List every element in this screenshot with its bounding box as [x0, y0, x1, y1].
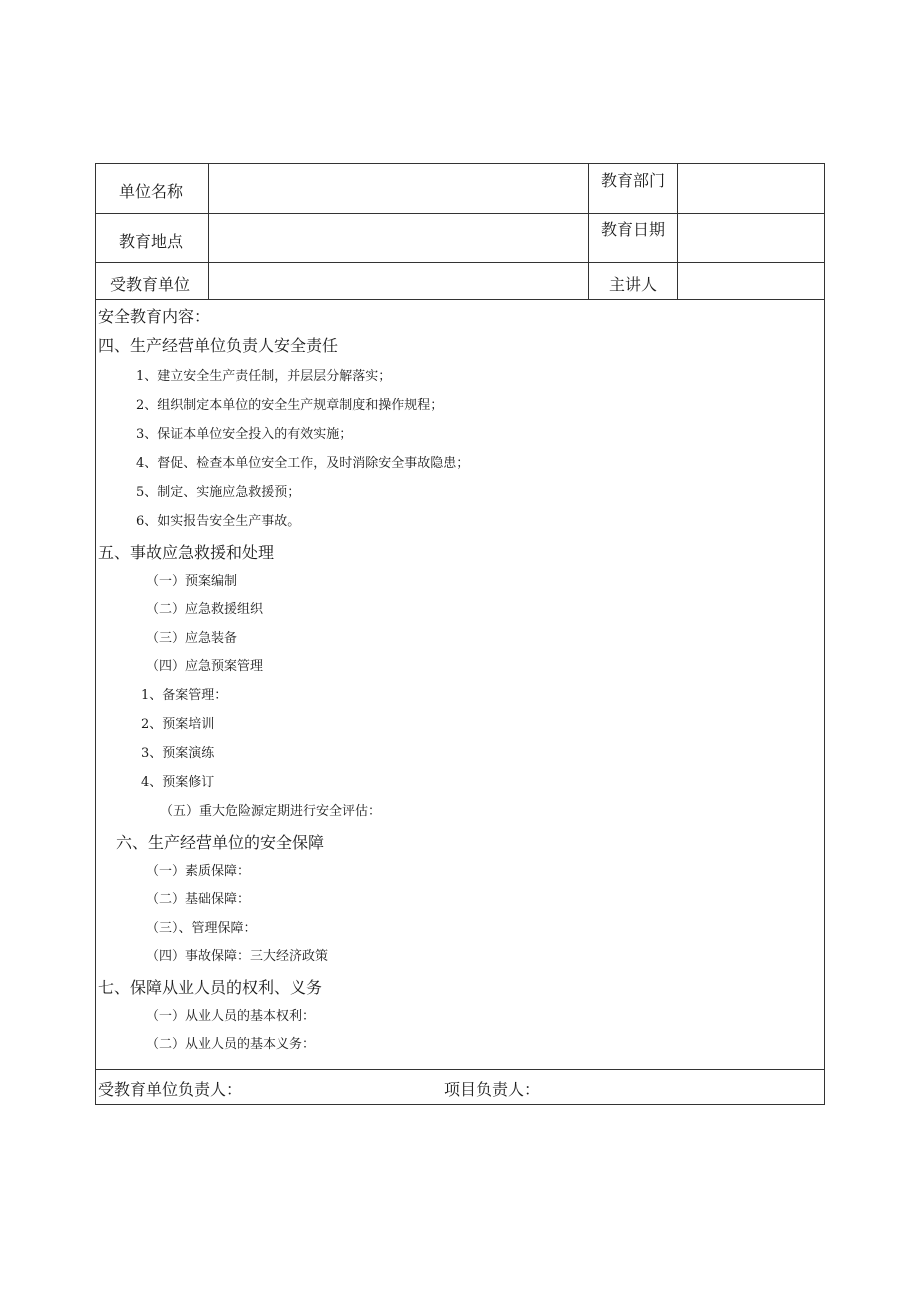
lecturer-label-cell — [589, 263, 678, 299]
header-row-unit — [96, 164, 824, 214]
edu-dept-value-cell[interactable] — [678, 164, 824, 213]
safety-education-form — [95, 163, 825, 1105]
list-item: （四）事故保障：三大经济政策 — [146, 949, 329, 964]
list-item: （一）预案编制 — [146, 574, 238, 589]
header-row-place — [96, 214, 824, 263]
list-item: 3、预案演练 — [141, 746, 215, 761]
unit-name-label-cell — [96, 164, 209, 213]
content-title: 安全教育内容： — [98, 307, 211, 326]
list-item: （三）应急装备 — [146, 631, 238, 646]
list-item: 4、督促、检查本单位安全工作，及时消除安全事故隐患； — [136, 456, 470, 471]
list-item: （三）、管理保障： — [146, 921, 257, 936]
trainee-unit-label-cell — [96, 263, 209, 299]
list-item: 3、保证本单位安全投入的有效实施； — [136, 427, 353, 442]
signature-row — [96, 1070, 824, 1104]
edu-dept-label-cell — [589, 164, 678, 213]
section-heading-4: 四、生产经营单位负责人安全责任 — [98, 336, 339, 355]
list-item: 2、预案培训 — [141, 717, 215, 732]
list-item: 1、建立安全生产责任制，并层层分解落实； — [136, 369, 392, 384]
edu-dept-label: 教育部门 — [601, 171, 666, 190]
list-item: 2、组织制定本单位的安全生产规章制度和操作规程； — [136, 398, 444, 413]
list-item: 1、备案管理： — [141, 688, 228, 703]
unit-name-label: 单位名称 — [119, 182, 184, 201]
list-item: （一）素质保障： — [146, 864, 251, 879]
list-item: 4、预案修订 — [141, 775, 215, 790]
list-item: （一）从业人员的基本权利： — [146, 1009, 316, 1024]
unit-name-value-cell[interactable] — [209, 164, 589, 213]
header-row-trainee — [96, 263, 824, 300]
project-head-label: 项目负责人： — [444, 1080, 541, 1099]
education-content — [96, 300, 824, 1070]
section-heading-7: 七、保障从业人员的权利、义务 — [98, 978, 323, 997]
list-item: （二）基础保障： — [146, 892, 251, 907]
list-item: （五）重大危险源定期进行安全评估： — [160, 804, 382, 819]
list-item: 6、如实报告安全生产事故。 — [136, 514, 301, 529]
list-item: 5、制定、实施应急救援预； — [136, 485, 301, 500]
edu-place-value-cell[interactable] — [209, 214, 589, 262]
edu-date-label-cell — [589, 214, 678, 262]
trainee-unit-label: 受教育单位 — [110, 275, 191, 294]
list-item: （二）从业人员的基本义务： — [146, 1037, 316, 1052]
list-item: （二）应急救援组织 — [146, 602, 264, 617]
edu-date-value-cell[interactable] — [678, 214, 824, 262]
section-heading-5: 五、事故应急救援和处理 — [98, 543, 275, 562]
lecturer-label: 主讲人 — [609, 275, 658, 294]
lecturer-value-cell[interactable] — [678, 263, 824, 299]
trainee-unit-head-label: 受教育单位负责人： — [98, 1080, 243, 1099]
section-heading-6: 六、生产经营单位的安全保障 — [116, 833, 325, 852]
edu-place-label-cell — [96, 214, 209, 262]
edu-place-label: 教育地点 — [119, 232, 184, 251]
list-item: （四）应急预案管理 — [146, 659, 264, 674]
trainee-unit-value-cell[interactable] — [209, 263, 589, 299]
edu-date-label: 教育日期 — [601, 220, 666, 239]
